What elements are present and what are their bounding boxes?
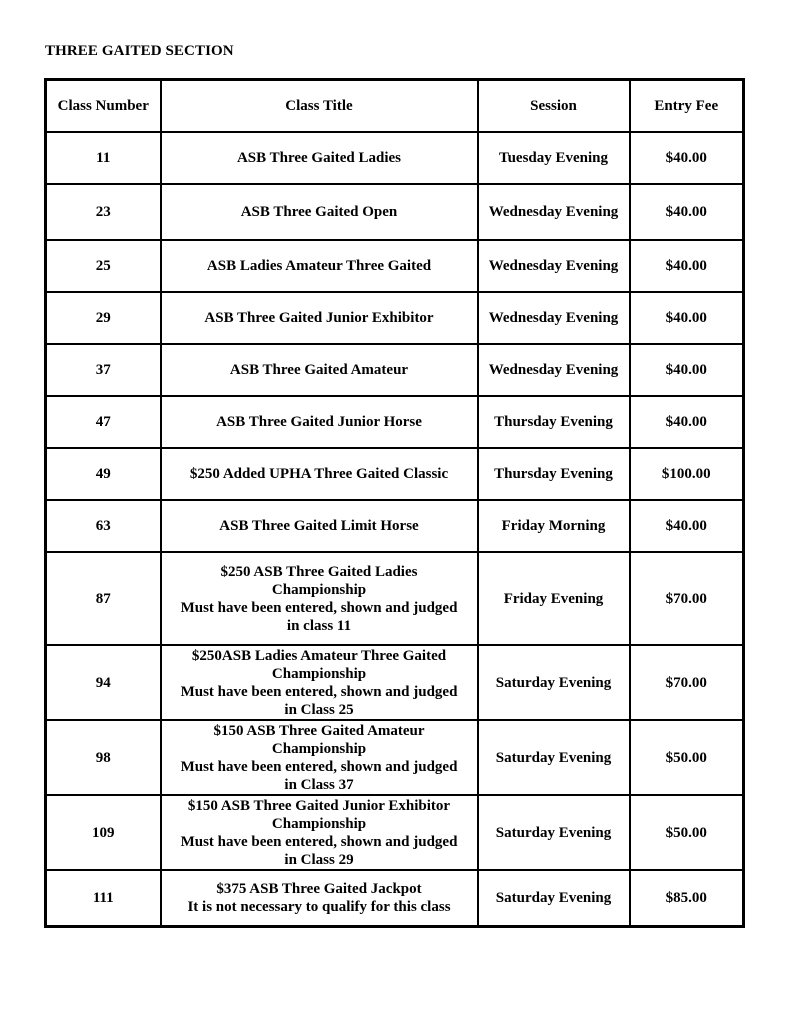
class-number-cell: 25 <box>46 240 161 292</box>
class-number-cell: 37 <box>46 344 161 396</box>
class-title-line: Must have been entered, shown and judged <box>180 684 458 700</box>
class-title-line: Championship <box>271 816 367 832</box>
class-title-line: in Class 25 <box>284 702 354 718</box>
class-number-cell: 29 <box>46 292 161 344</box>
table-row <box>46 552 744 645</box>
class-title-cell <box>161 500 478 552</box>
class-title-line: in Class 37 <box>284 777 354 793</box>
header-class-number: Class Number <box>46 80 161 133</box>
class-number-cell: 63 <box>46 500 161 552</box>
class-title-line: ASB Three Gaited Junior Exhibitor <box>204 310 434 326</box>
table-row <box>46 500 744 552</box>
table-row <box>46 184 744 240</box>
table-row <box>46 396 744 448</box>
class-title-line: $250 Added UPHA Three Gaited Classic <box>189 466 449 482</box>
class-title-line: Must have been entered, shown and judged <box>180 834 458 850</box>
class-number-cell: 47 <box>46 396 161 448</box>
class-number-cell: 49 <box>46 448 161 500</box>
class-title-line: Championship <box>271 741 367 757</box>
class-title-line: in Class 29 <box>284 852 354 868</box>
session-cell: Wednesday Evening <box>478 184 630 240</box>
entry-fee-cell: $40.00 <box>630 132 744 184</box>
entry-fee-cell: $100.00 <box>630 448 744 500</box>
entry-fee-cell: $40.00 <box>630 396 744 448</box>
table-row <box>46 720 744 795</box>
class-title-line: ASB Ladies Amateur Three Gaited <box>206 258 432 274</box>
table-row <box>46 448 744 500</box>
table-row <box>46 292 744 344</box>
class-title-line: Championship <box>271 581 367 598</box>
class-title-line: ASB Three Gaited Limit Horse <box>219 518 419 534</box>
table-row <box>46 132 744 184</box>
table-row <box>46 344 744 396</box>
class-number-cell: 98 <box>46 720 161 795</box>
session-cell: Wednesday Evening <box>478 240 630 292</box>
header-class-title: Class Title <box>161 80 478 133</box>
class-number-cell: 23 <box>46 184 161 240</box>
class-number-cell: 111 <box>46 870 161 926</box>
class-title-line: Must have been entered, shown and judged <box>180 759 458 775</box>
class-number-cell: 94 <box>46 645 161 720</box>
class-title-cell <box>161 795 478 870</box>
entry-fee-cell: $40.00 <box>630 240 744 292</box>
class-title-line: $250 ASB Three Gaited Ladies <box>220 563 418 580</box>
class-title-line: ASB Three Gaited Amateur <box>229 362 409 378</box>
session-cell: Saturday Evening <box>478 795 630 870</box>
header-entry-fee: Entry Fee <box>630 80 744 133</box>
class-title-cell <box>161 344 478 396</box>
entry-fee-cell: $40.00 <box>630 500 744 552</box>
entry-fee-cell: $40.00 <box>630 292 744 344</box>
class-title-cell <box>161 552 478 645</box>
table-row <box>46 240 744 292</box>
class-title-line: in class 11 <box>286 617 352 634</box>
class-title-line: ASB Three Gaited Open <box>240 204 398 220</box>
class-title-cell <box>161 448 478 500</box>
class-number-cell: 87 <box>46 552 161 645</box>
class-title-line: ASB Three Gaited Junior Horse <box>216 414 422 430</box>
class-title-cell <box>161 292 478 344</box>
class-title-line: Championship <box>271 666 367 682</box>
class-title-line: $250ASB Ladies Amateur Three Gaited <box>191 648 447 664</box>
entry-fee-cell: $70.00 <box>630 645 744 720</box>
entry-fee-cell: $50.00 <box>630 795 744 870</box>
entry-fee-cell: $70.00 <box>630 552 744 645</box>
session-cell: Saturday Evening <box>478 720 630 795</box>
session-cell: Saturday Evening <box>478 870 630 926</box>
table-row <box>46 795 744 870</box>
class-number-cell: 109 <box>46 795 161 870</box>
class-title-line: Must have been entered, shown and judged <box>180 599 458 616</box>
classes-table <box>44 78 745 928</box>
session-cell: Wednesday Evening <box>478 344 630 396</box>
header-session: Session <box>478 80 630 133</box>
session-cell: Friday Evening <box>478 552 630 645</box>
class-title-cell <box>161 870 478 926</box>
session-cell: Thursday Evening <box>478 448 630 500</box>
entry-fee-cell: $50.00 <box>630 720 744 795</box>
class-title-cell <box>161 396 478 448</box>
class-title-line: ASB Three Gaited Ladies <box>236 150 402 166</box>
class-title-cell <box>161 184 478 240</box>
class-number-cell: 11 <box>46 132 161 184</box>
session-cell: Saturday Evening <box>478 645 630 720</box>
table-row <box>46 645 744 720</box>
class-title-line: $375 ASB Three Gaited Jackpot <box>216 880 422 897</box>
table-row <box>46 870 744 926</box>
session-cell: Friday Morning <box>478 500 630 552</box>
table-header-row <box>46 80 744 133</box>
session-cell: Tuesday Evening <box>478 132 630 184</box>
class-title-cell <box>161 240 478 292</box>
class-title-cell <box>161 132 478 184</box>
session-cell: Thursday Evening <box>478 396 630 448</box>
class-title-cell <box>161 720 478 795</box>
class-title-line: $150 ASB Three Gaited Amateur <box>213 723 425 739</box>
session-cell: Wednesday Evening <box>478 292 630 344</box>
entry-fee-cell: $40.00 <box>630 344 744 396</box>
class-title-line: It is not necessary to qualify for this class <box>187 898 451 915</box>
entry-fee-cell: $85.00 <box>630 870 744 926</box>
entry-fee-cell: $40.00 <box>630 184 744 240</box>
class-title-cell <box>161 645 478 720</box>
class-title-line: $150 ASB Three Gaited Junior Exhibitor <box>187 798 451 814</box>
section-title: THREE GAITED SECTION <box>45 43 234 59</box>
